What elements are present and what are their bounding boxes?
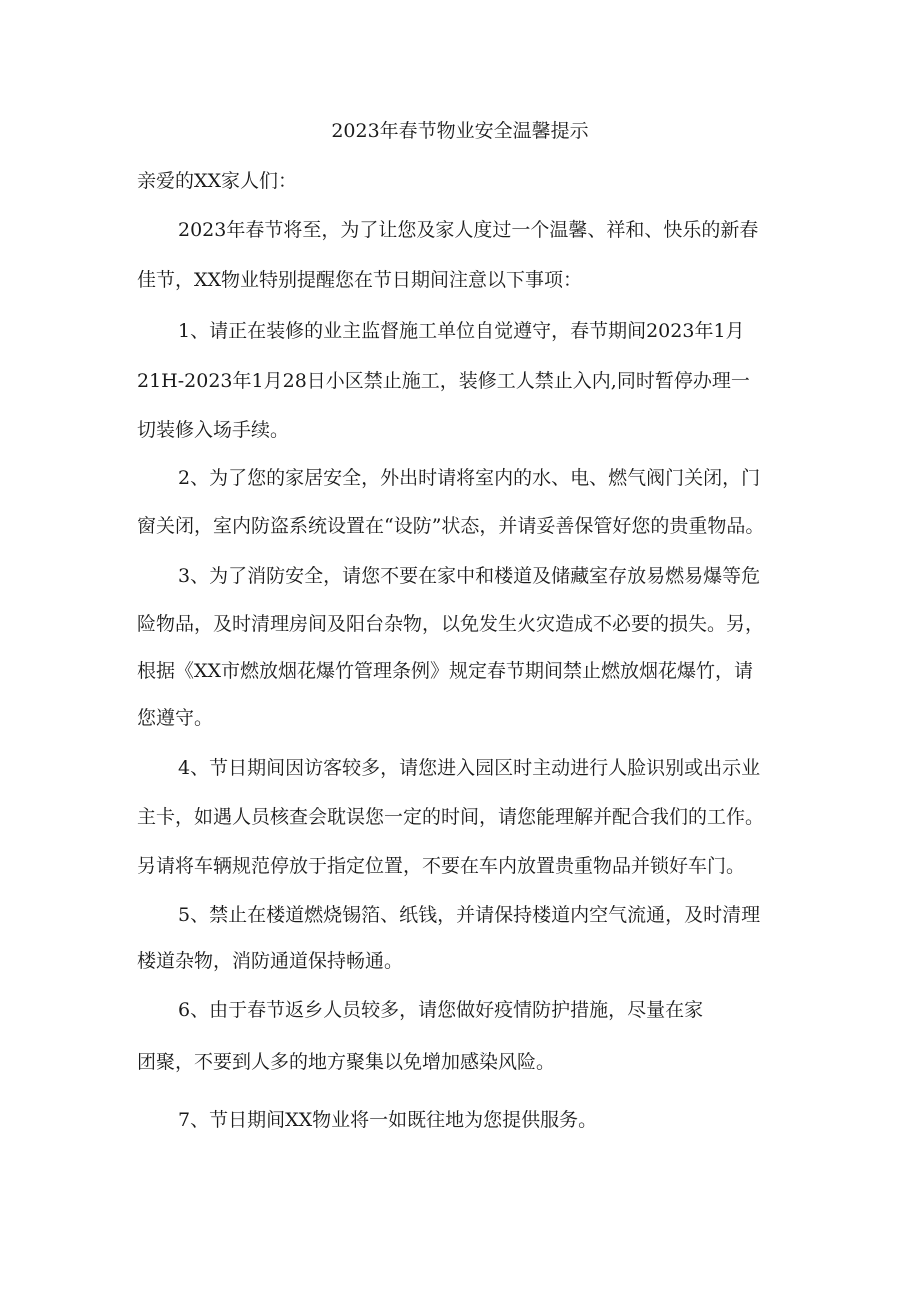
item-4-line: 主卡，如遇人员核查会耽误您一定的时间，请您能理解并配合我们的工作。: [137, 806, 765, 828]
intro-line: 2023年春节将至，为了让您及家人度过一个温馨、祥和、快乐的新春: [178, 219, 759, 241]
item-3-line: 根据《XX市燃放烟花爆竹管理条例》规定春节期间禁止燃放烟花爆竹，请: [137, 660, 754, 682]
item-4-line: 4、节日期间因访客较多，请您进入园区时主动进行人脸识别或出示业: [178, 757, 761, 779]
item-4-line: 另请将车辆规范停放于指定位置，不要在车内放置贵重物品并锁好车门。: [137, 855, 746, 877]
item-5-line: 楼道杂物，消防通道保持畅通。: [137, 950, 404, 972]
item-6-line: 6、由于春节返乡人员较多，请您做好疫情防护措施，尽量在家: [178, 999, 704, 1021]
item-1-line: 1、请正在装修的业主监督施工单位自觉遵守，春节期间2023年1月: [178, 320, 745, 342]
item-1-line: 21H-2023年1月28日小区禁止施工，装修工人禁止入内,同时暂停办理一: [137, 370, 750, 392]
item-3-line: 3、为了消防安全，请您不要在家中和楼道及储藏室存放易燃易爆等危: [178, 565, 761, 587]
item-5-line: 5、禁止在楼道燃烧锡箔、纸钱，并请保持楼道内空气流通，及时清理: [178, 904, 761, 926]
document-title: 2023年春节物业安全温馨提示: [331, 120, 589, 142]
item-2-line: 2、为了您的家居安全，外出时请将室内的水、电、燃气阀门关闭，门: [178, 467, 761, 489]
intro-line: 佳节，XX物业特别提醒您在节日期间注意以下事项：: [137, 269, 583, 291]
item-3-line: 您遵守。: [137, 707, 214, 729]
item-2-line: 窗关闭，室内防盗系统设置在“设防”状态，并请妥善保管好您的贵重物品。: [137, 515, 765, 537]
item-1-line: 切装修入场手续。: [137, 419, 290, 441]
greeting: 亲爱的XX家人们：: [137, 170, 298, 192]
item-7-line: 7、节日期间XX物业将一如既往地为您提供服务。: [178, 1109, 598, 1131]
item-6-line: 团聚，不要到人多的地方聚集以免增加感染风险。: [137, 1051, 556, 1073]
item-3-line: 险物品，及时清理房间及阳台杂物，以免发生火灾造成不必要的损失。另，: [137, 613, 765, 635]
